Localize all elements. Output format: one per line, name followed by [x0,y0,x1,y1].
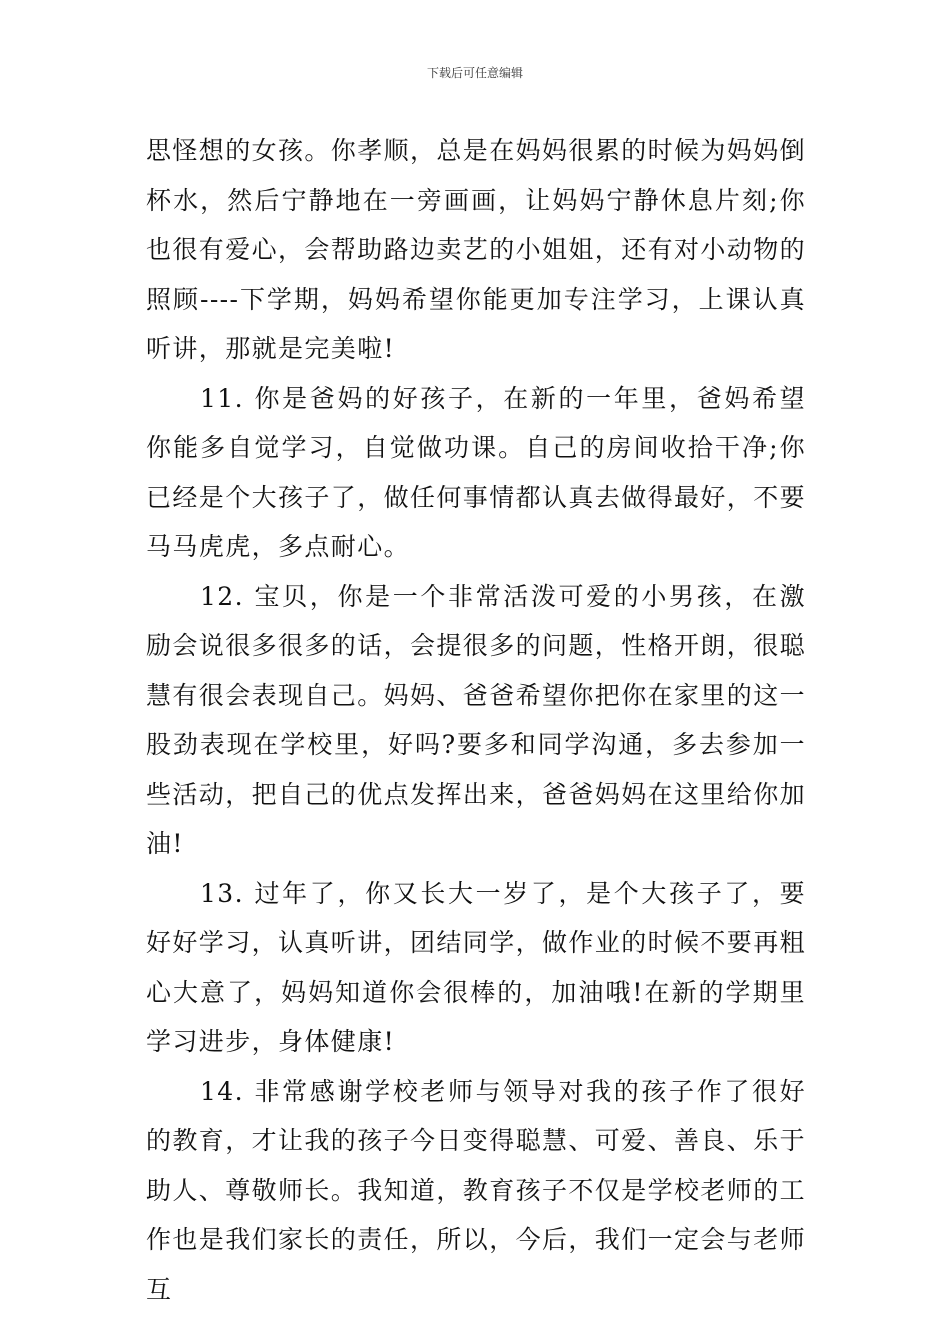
document-body [146,126,806,1314]
paragraph-continued: 思怪想的女孩。你孝顺，总是在妈妈很累的时候为妈妈倒杯水，然后宁静地在一旁画画，让妈妈宁静休息片刻;你也很有爱心，会帮助路边卖艺的小姐姐，还有对小动物的照顾----下学期，妈妈希望你能更加专注学习，上课认真听讲，那就是完美啦! [146,136,807,363]
paragraph-13: 13. 过年了，你又长大一岁了，是个大孩子了，要好好学习，认真听讲，团结同学，做作业的时候不要再粗心大意了，妈妈知道你会很棒的，加油哦!在新的学期里学习进步，身体健康! [146,878,807,1056]
paragraph-11: 11. 你是爸妈的好孩子，在新的一年里，爸妈希望你能多自觉学习，自觉做功课。自己的房间收拾干净;你已经是个大孩子了，做任何事情都认真去做得最好，不要马马虎虎，多点耐心。 [146,383,807,561]
paragraph-14: 14. 非常感谢学校老师与领导对我的孩子作了很好的教育，才让我的孩子今日变得聪慧、可爱、善良、乐于助人、尊敬师长。我知道，教育孩子不仅是学校老师的工作也是我们家长的责任，所以，今后，我们一定会与老师互 [146,1076,807,1304]
page-header: 下载后可任意编辑 [426,66,523,80]
paragraph-12: 12. 宝贝，你是一个非常活泼可爱的小男孩，在激励会说很多很多的话，会提很多的问题，性格开朗，很聪慧有很会表现自己。妈妈、爸爸希望你把你在家里的这一股劲表现在学校里，好吗?要多和同学沟通，多去参加一些活动，把自己的优点发挥出来，爸爸妈妈在这里给你加油! [146,581,807,858]
